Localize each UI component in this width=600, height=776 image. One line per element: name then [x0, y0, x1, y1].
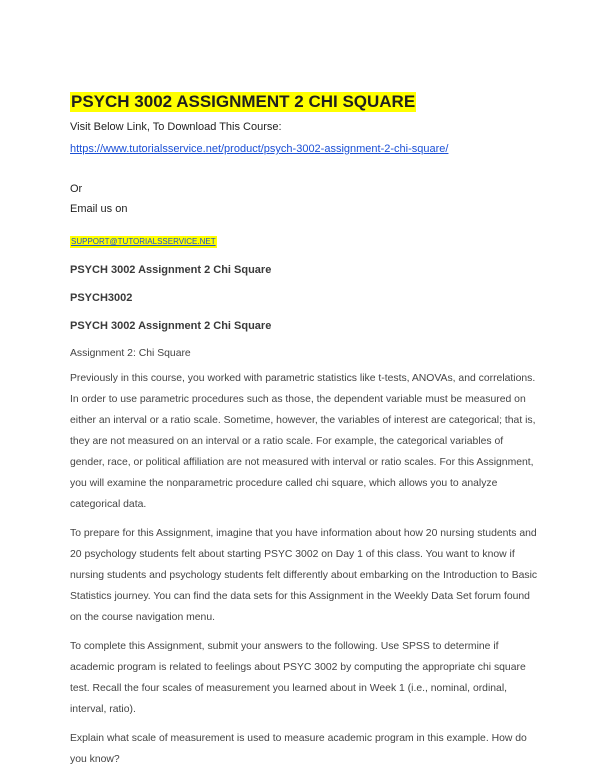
course-download-link[interactable]: https://www.tutorialsservice.net/product/psych-3002-assignment-2-chi-square/ [70, 143, 449, 155]
paragraph-prepare: To prepare for this Assignment, imagine that you have information about how 20 nursing students and 20 psychology students felt about starting PSYC 3002 on Day 1 of this class. You want to know if nursing students and psychology students felt differently about embarking on the Introduction to Basic Statistics journey. You can find the data sets for this Assignment in the Weekly Data Set forum found on the course navigation menu. [70, 528, 538, 623]
email-label: Email us on [70, 203, 128, 215]
document-title: PSYCH 3002 ASSIGNMENT 2 CHI SQUARE [71, 92, 416, 111]
course-heading: PSYCH 3002 Assignment 2 Chi Square [70, 264, 272, 276]
email-container [70, 231, 540, 249]
visit-link-text: Visit Below Link, To Download This Course: [70, 121, 282, 133]
paragraph-question: Explain what scale of measurement is used to measure academic program in this example. How do you know? [70, 733, 527, 765]
course-heading-repeat: PSYCH 3002 Assignment 2 Chi Square [70, 320, 272, 332]
document-body [70, 92, 540, 770]
assignment-label: Assignment 2: Chi Square [70, 348, 191, 359]
support-email-link[interactable]: SUPPORT@TUTORIALSSERVICE.NET [71, 237, 216, 246]
paragraph-intro: Previously in this course, you worked with parametric statistics like t-tests, ANOVAs, and correlations. In order to use parametric procedures such as those, the dependent variable must be measured on either an interval or a ratio scale. Sometime, however, the variables of interest are categorical; that is, they are not measured on an interval or a ratio scale. For example, the categorical variables of gender, race, or political affiliation are not measured with interval or ratio scales. For this Assignment, you will examine the nonparametric procedure called chi square, which allows you to analyze categorical data. [70, 373, 536, 510]
paragraph-complete: To complete this Assignment, submit your answers to the following. Use SPSS to determine if academic program is related to feelings about PSYC 3002 by computing the appropriate chi square test. Recall the four scales of measurement you learned about in Week 1 (i.e., nominal, ordinal, interval, ratio). [70, 641, 526, 715]
or-text: Or [70, 183, 83, 195]
course-code: PSYCH3002 [70, 292, 133, 304]
